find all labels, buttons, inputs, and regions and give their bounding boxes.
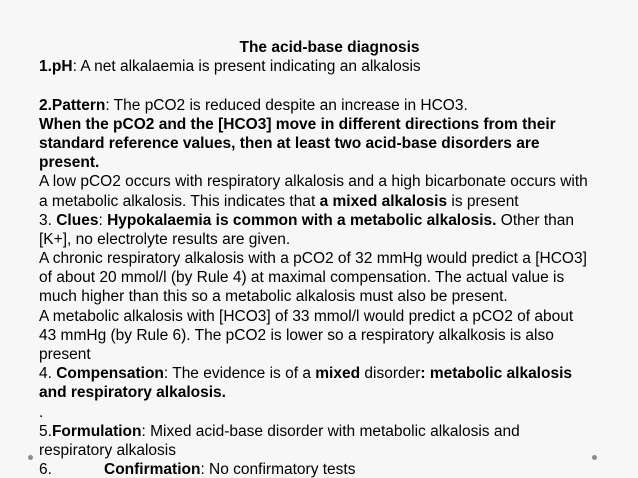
metabolic-line: 43 mmHg (by Rule 6). The pCO2 is lower so a respiratory alkalkosis is also [39, 326, 554, 344]
comp-mixed: mixed [315, 365, 361, 383]
compensation-line [39, 364, 614, 383]
ph-text: : A net alkalaemia is present indicating an alkalosis [72, 58, 421, 76]
ph-label: 1.pH [39, 58, 73, 76]
form-num: 5. [39, 422, 52, 440]
pattern-label: 2.Pattern [39, 96, 106, 114]
slide-content [39, 38, 614, 478]
compensation-line-2: and respiratory alkalosis. [39, 384, 226, 402]
low-line-2-post: is present [447, 192, 519, 210]
comp-text: : The evidence is of a [163, 365, 316, 383]
confirmation-line [39, 460, 614, 478]
bold-para-line: present. [39, 154, 100, 172]
decorative-dot-icon [592, 455, 597, 460]
chronic-line: much higher than this so a metabolic alkalosis must also be present. [39, 288, 508, 306]
low-line-2-pre: a metabolic alkalosis. This indicates that [39, 192, 320, 210]
conf-num: 6. [39, 461, 52, 478]
comp-bold: : metabolic alkalosis [420, 365, 573, 383]
chronic-line: A chronic respiratory alkalosis with a pCO2 of 32 mmHg would predict a [HCO3] [39, 250, 587, 268]
decorative-dot-icon [28, 455, 33, 460]
comp-text-2: disorder [360, 365, 421, 383]
clues-line [39, 211, 614, 230]
clues-colon: : [98, 211, 108, 229]
comp-num: 4. [39, 365, 57, 383]
formulation-line [39, 422, 614, 441]
pattern-line [39, 96, 614, 115]
bold-para-line: When the pCO2 and the [HCO3] move in different directions from their [39, 115, 556, 133]
clues-line-2: [K+], no electrolyte results are given. [39, 230, 291, 248]
dot-line: . [39, 403, 44, 421]
clues-label: Clues [56, 211, 99, 229]
metabolic-line: present [39, 346, 91, 363]
conf-text: : No confirmatory tests [200, 461, 356, 478]
mixed-alkalosis-text: a mixed alkalosis [319, 192, 448, 210]
chronic-line: of about 20 mmol/l (by Rule 4) at maximal compensation. The actual value is [39, 269, 565, 287]
comp-label: Compensation [56, 365, 164, 383]
spacer [39, 76, 614, 95]
low-line-1: A low pCO2 occurs with respiratory alkalosis and a high bicarbonate occurs with [39, 173, 588, 191]
conf-label: Confirmation [104, 461, 201, 478]
low-line-2 [39, 192, 614, 211]
ph-line [39, 57, 614, 76]
bold-para-line: standard reference values, then at least two acid-base disorders are [39, 134, 540, 152]
form-text: : Mixed acid-base disorder with metabolic alkalosis and [141, 422, 520, 440]
clues-post: Other than [496, 211, 574, 229]
slide-title: The acid-base diagnosis [239, 39, 420, 56]
clues-bold-text: Hypokalaemia is common with a metabolic alkalosis. [107, 211, 497, 229]
pattern-text: : The pCO2 is reduced despite an increase in HCO3. [105, 96, 468, 114]
clues-num: 3. [39, 211, 57, 229]
form-label: Formulation [51, 422, 142, 440]
formulation-line-2: respiratory alkalosis [39, 441, 176, 459]
metabolic-line: A metabolic alkalosis with [HCO3] of 33 mmol/l would predict a pCO2 of about [39, 307, 574, 325]
